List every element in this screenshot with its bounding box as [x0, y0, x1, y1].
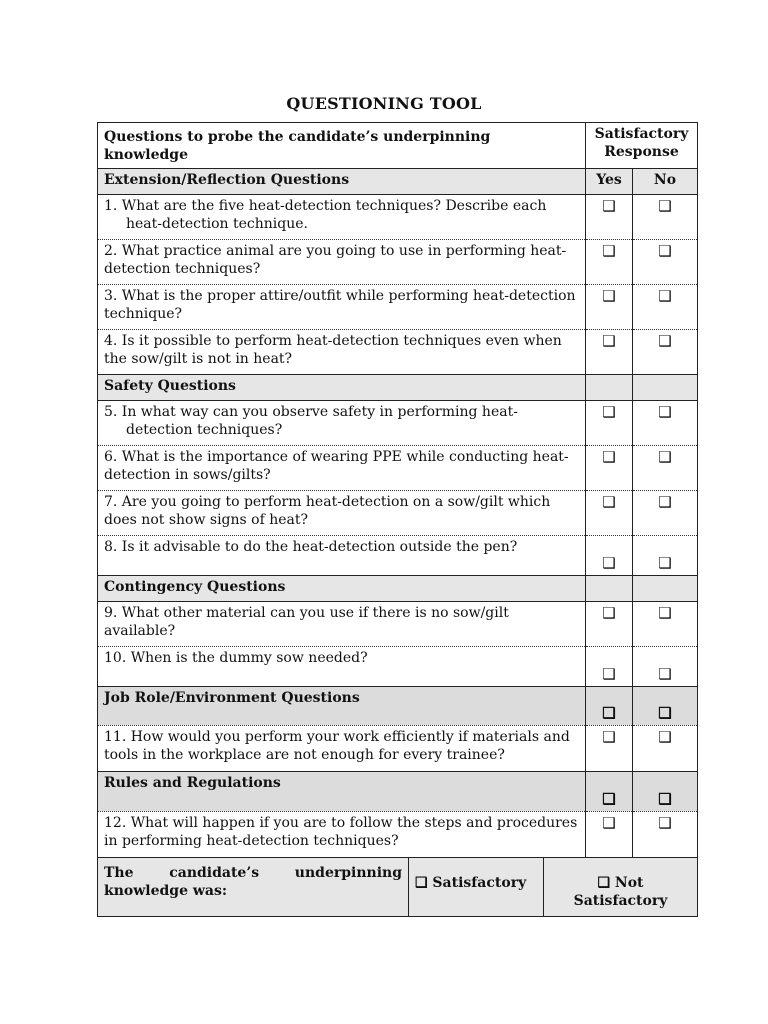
yes-checkbox-1[interactable]: ❑	[586, 195, 633, 240]
question-text: 5. In what way can you observe safety in performing heat-detection techniques?	[104, 404, 518, 438]
yes-checkbox-6[interactable]: ❑	[586, 446, 633, 491]
no-checkbox-11[interactable]: ❑	[633, 726, 698, 772]
yes-checkbox-10[interactable]: ❑	[586, 647, 633, 687]
section-title: Safety Questions	[98, 375, 586, 401]
yes-checkbox-11[interactable]: ❑	[586, 726, 633, 772]
result-label: The candidate’s underpinning knowledge was:	[98, 858, 409, 917]
yes-checkbox-12[interactable]: ❑	[586, 812, 633, 858]
yes-checkbox-9[interactable]: ❑	[586, 602, 633, 647]
section-title: Extension/Reflection Questions	[98, 169, 586, 195]
yes-checkbox-section-rules[interactable]: ❑	[586, 772, 633, 812]
question-11: 11. How would you perform your work efficiently if materials and tools in the workplace are not enough for every trainee?	[98, 726, 586, 772]
no-checkbox-5[interactable]: ❑	[633, 401, 698, 446]
no-checkbox-10[interactable]: ❑	[633, 647, 698, 687]
no-checkbox-6[interactable]: ❑	[633, 446, 698, 491]
question-8: 8. Is it advisable to do the heat-detection outside the pen?	[98, 536, 586, 576]
no-checkbox-9[interactable]: ❑	[633, 602, 698, 647]
question-2: 2. What practice animal are you going to use in performing heat-detection techniques?	[98, 240, 586, 285]
result-table	[97, 857, 698, 917]
no-checkbox-8[interactable]: ❑	[633, 536, 698, 576]
yes-checkbox-8[interactable]: ❑	[586, 536, 633, 576]
no-checkbox-4[interactable]: ❑	[633, 330, 698, 375]
no-checkbox-1[interactable]: ❑	[633, 195, 698, 240]
yes-checkbox-3[interactable]: ❑	[586, 285, 633, 330]
question-4: 4. Is it possible to perform heat-detection techniques even when the sow/gilt is not in heat?	[98, 330, 586, 375]
page-title: QUESTIONING TOOL	[286, 94, 482, 113]
empty-cell	[633, 576, 698, 602]
section-title: Rules and Regulations	[98, 772, 586, 812]
question-5	[98, 401, 586, 446]
section-title: Job Role/Environment Questions	[98, 687, 586, 726]
question-12: 12. What will happen if you are to follow the steps and procedures in performing heat-detection techniques?	[98, 812, 586, 858]
yes-checkbox-4[interactable]: ❑	[586, 330, 633, 375]
no-checkbox-section-job[interactable]: ❑	[633, 687, 698, 726]
empty-cell	[586, 576, 633, 602]
yes-checkbox-7[interactable]: ❑	[586, 491, 633, 536]
no-checkbox-2[interactable]: ❑	[633, 240, 698, 285]
empty-cell	[586, 375, 633, 401]
question-10: 10. When is the dummy sow needed?	[98, 647, 586, 687]
question-text: 1. What are the five heat-detection techniques? Describe each heat-detection technique.	[104, 198, 547, 232]
no-checkbox-7[interactable]: ❑	[633, 491, 698, 536]
satisfactory-response-header: Satisfactory Response	[586, 123, 698, 169]
no-checkbox-3[interactable]: ❑	[633, 285, 698, 330]
section-title: Contingency Questions	[98, 576, 586, 602]
yes-checkbox-5[interactable]: ❑	[586, 401, 633, 446]
question-1	[98, 195, 586, 240]
no-checkbox-section-rules[interactable]: ❑	[633, 772, 698, 812]
questioning-table	[97, 122, 698, 858]
question-3: 3. What is the proper attire/outfit while performing heat-detection technique?	[98, 285, 586, 330]
not-satisfactory-option[interactable]: ❑ Not Satisfactory	[544, 858, 698, 917]
satisfactory-option[interactable]: ❑ Satisfactory	[409, 858, 544, 917]
yes-header: Yes	[586, 169, 633, 195]
question-9: 9. What other material can you use if there is no sow/gilt available?	[98, 602, 586, 647]
yes-checkbox-section-job[interactable]: ❑	[586, 687, 633, 726]
no-checkbox-12[interactable]: ❑	[633, 812, 698, 858]
no-header: No	[633, 169, 698, 195]
question-7: 7. Are you going to perform heat-detection on a sow/gilt which does not show signs of heat?	[98, 491, 586, 536]
question-6: 6. What is the importance of wearing PPE while conducting heat-detection in sows/gilts?	[98, 446, 586, 491]
yes-checkbox-2[interactable]: ❑	[586, 240, 633, 285]
empty-cell	[633, 375, 698, 401]
questions-header: Questions to probe the candidate’s underpinning knowledge	[98, 123, 586, 169]
